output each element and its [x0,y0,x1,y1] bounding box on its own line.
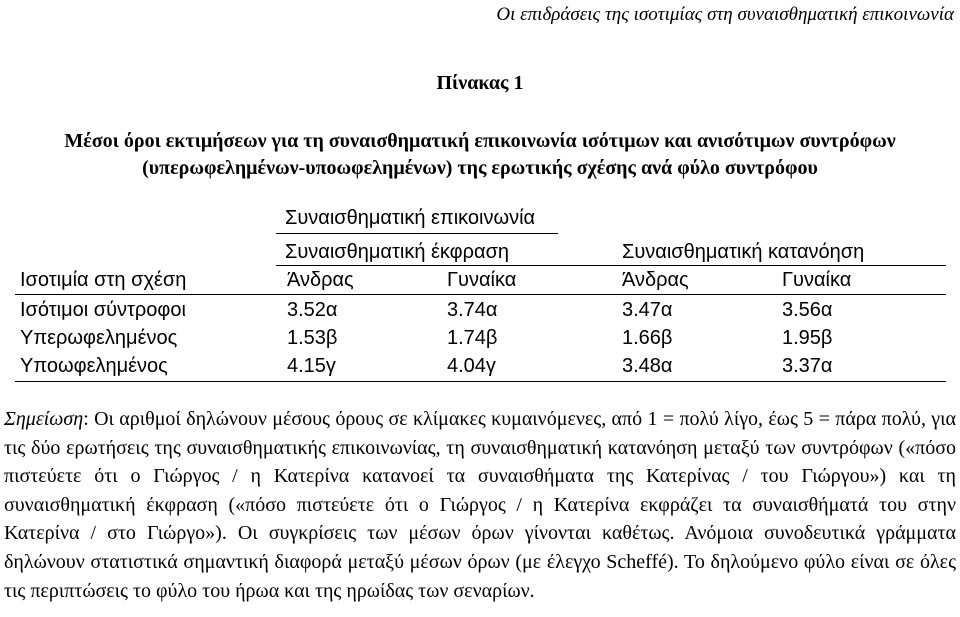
group-header-rule [276,265,946,266]
table-cell: 3.47α [622,299,673,321]
table-cell: 1.53β [287,327,338,349]
row-label-overbenefited: Υπερωφελημένος [20,327,178,349]
table-cell: 4.04γ [447,355,496,377]
row-label-equal: Ισότιμοι σύντροφοι [20,299,186,321]
table-title-line-2: (υπερωφελημένων-υποωφελημένων) της ερωτικής σχέσης ανά φύλο συντρόφου [142,157,818,179]
table-cell: 1.74β [447,327,498,349]
data-table [0,200,960,385]
column-header-male-understanding: Άνδρας [622,269,689,291]
group-header-understanding: Συναισθηματική κατανόηση [622,241,865,263]
column-header-female-expression: Γυναίκα [447,269,517,291]
group-header-expression: Συναισθηματική έκφραση [285,241,510,263]
table-cell: 1.66β [622,327,673,349]
table-cell: 3.74α [447,299,498,321]
row-label-underbenefited: Υποωφελημένος [20,355,168,377]
table-cell: 4.15γ [287,355,336,377]
column-header-female-understanding: Γυναίκα [782,269,852,291]
note-label: Σημείωση [4,408,84,430]
table-number: Πίνακας 1 [436,72,524,94]
table-title [0,128,960,182]
table-cell: 1.95β [782,327,833,349]
table-title-line-1: Μέσοι όροι εκτιμήσεων για τη συναισθηματική επικοινωνία ισότιμων και ανισότιμων συντρόφων [64,130,896,152]
column-header-rule [15,294,946,295]
table-cell: 3.48α [622,355,673,377]
table-note [4,405,956,605]
note-text: : Οι αριθμοί δηλώνουν μέσους όρους σε κλίμακες κυμαινόμενες, από 1 = πολύ λίγο, έως 5 = πάρα πολύ, για τις δύο ερωτήσεις της συναισθηματικής επικοινωνίας, τη συναισθηματική κατανόηση μεταξύ των συντρόφων («πόσο πιστεύετε ότι ο Γιώργος / η Κατερίνα κατανοεί τα συναισθήματα της Κατερίνας / του Γιώργου») και τη συναισθηματική έκφραση («πόσο πιστεύετε ότι ο Γιώργος / η Κατερίνα εκφράζει τα συναισθήματά του στην Κατερίνα / στο Γιώργο»). Οι συγκρίσεις των μέσων όρων γίνονται καθέτως. Ανόμοια συνοδευτικά γράμματα δηλώνουν στατιστικά σημαντική διαφορά μεταξύ μέσων όρων (με έλεγχο Scheffé). Το δηλούμενο φύλο είναι σε όλες τις περιπτώσεις το φύλο του ήρωα και της ηρωίδας των σεναρίων. [4,408,956,602]
table-cell: 3.37α [782,355,833,377]
table-bottom-rule [15,381,946,382]
column-header-male-expression: Άνδρας [287,269,354,291]
table-cell: 3.52α [287,299,338,321]
super-header: Συναισθηματική επικοινωνία [285,207,536,229]
running-header: Οι επιδράσεις της ισοτιμίας στη συναισθηματική επικοινωνία [496,4,954,25]
table-cell: 3.56α [782,299,833,321]
row-header-label: Ισοτιμία στη σχέση [20,269,187,291]
super-header-rule [276,233,558,234]
